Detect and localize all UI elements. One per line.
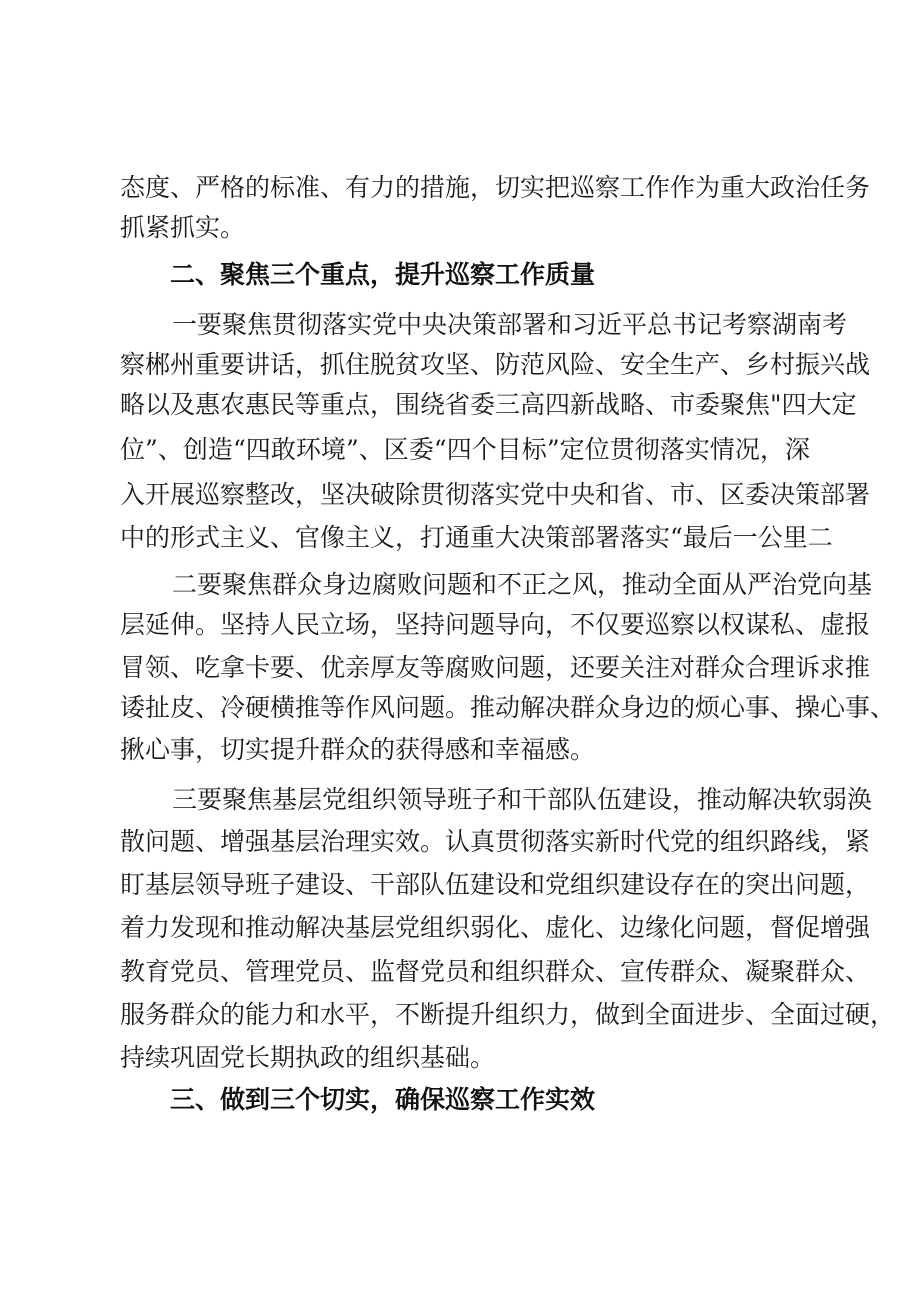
paragraph-three-line-4: 着力发现和推动解决基层党组织弱化、虚化、边缘化问题，督促增强 [120, 913, 871, 942]
section-heading-two: 二、聚焦三个重点，提升巡察工作质量 [170, 260, 596, 289]
paragraph-three-line-1: 三要聚焦基层党组织领导班子和干部队伍建设，推动解决软弱涣 [172, 785, 873, 814]
paragraph-three-line-6: 服务群众的能力和水平，不断提升组织力，做到全面进步、全面过硬， [120, 1000, 896, 1029]
paragraph-three-line-3: 盯基层领导班子建设、干部队伍建设和党组织建设存在的突出问题， [120, 870, 871, 899]
paragraph-two-line-4: 诿扯皮、冷硬横推等作风问题。推动解决群众身边的烦心事、操心事、 [120, 693, 896, 722]
paragraph-two-line-1: 二要聚焦群众身边腐败问题和不正之风，推动全面从严治党向基 [172, 570, 873, 599]
continuation-line-1: 态度、严格的标准、有力的措施，切实把巡察工作作为重大政治任务 [120, 173, 871, 202]
paragraph-three-line-5: 教育党员、管理党员、监督党员和组织群众、宣传群众、凝聚群众、 [120, 957, 871, 986]
paragraph-one-line-3: 略以及惠农惠民等重点，围绕省委三高四新战略、市委聚焦"四大定 [120, 390, 857, 419]
paragraph-one-line-5: 入开展巡察整改，坚决破除贯彻落实党中央和省、市、区委决策部署 [120, 480, 871, 509]
section-heading-three: 三、做到三个切实，确保巡察工作实效 [170, 1085, 596, 1114]
paragraph-two-line-2: 层延伸。坚持人民立场，坚持问题导向，不仅要巡察以权谋私、虚报 [120, 610, 871, 639]
paragraph-three-line-7: 持续巩固党长期执政的组织基础。 [120, 1043, 496, 1072]
paragraph-one-line-2: 察郴州重要讲话，抓住脱贫攻坚、防范风险、安全生产、乡村振兴战 [120, 350, 871, 379]
paragraph-one-line-4: 位”、创造“四敢环境”、区委“四个目标”定位贯彻落实情况，深 [120, 435, 810, 464]
continuation-line-2: 抓紧抓实。 [120, 213, 246, 242]
paragraph-two-line-3: 冒领、吃拿卡要、优亲厚友等腐败问题，还要关注对群众合理诉求推 [120, 653, 871, 682]
paragraph-three-line-2: 散问题、增强基层治理实效。认真贯彻落实新时代党的组织路线，紧 [120, 827, 871, 856]
paragraph-one-line-1: 一要聚焦贯彻落实党中央决策部署和习近平总书记考察湖南考 [172, 310, 848, 339]
paragraph-one-line-6: 中的形式主义、官像主义，打通重大决策部署落实“最后一公里二 [120, 523, 833, 552]
paragraph-two-line-5: 揪心事，切实提升群众的获得感和幸福感。 [120, 735, 596, 764]
